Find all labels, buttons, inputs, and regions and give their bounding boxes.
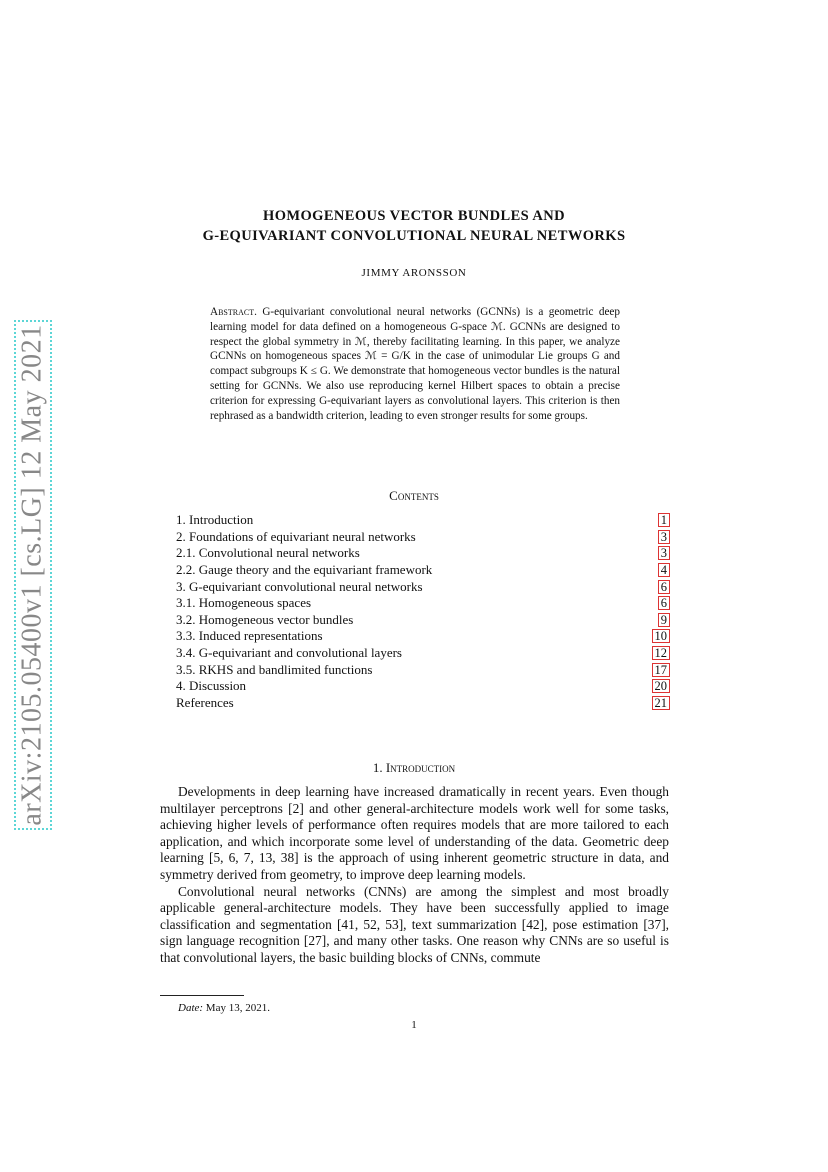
toc-entry[interactable] [176, 678, 670, 695]
toc-page-link[interactable]: 6 [658, 580, 670, 594]
footnote-rule [160, 995, 244, 996]
toc-entry-label: 3.1. Homogeneous spaces [176, 595, 312, 611]
toc-page-link[interactable]: 20 [652, 679, 671, 693]
toc-page-link[interactable]: 3 [658, 546, 670, 560]
contents-heading: Contents [389, 488, 439, 503]
toc-entry-label: 3. G-equivariant convolutional neural networks [176, 578, 423, 594]
toc-entry[interactable] [176, 628, 670, 645]
toc-entry-label: 3.2. Homogeneous vector bundles [176, 611, 354, 627]
arxiv-stamp [14, 320, 52, 830]
toc-entry-label: 3.5. RKHS and bandlimited functions [176, 661, 373, 677]
body-text [160, 784, 669, 967]
title-line-1: HOMOGENEOUS VECTOR BUNDLES AND [263, 208, 565, 224]
toc-entry-label: 1. Introduction [176, 512, 254, 528]
footnote-label: Date: [178, 1002, 204, 1014]
toc-entry-label: 3.3. Induced representations [176, 628, 323, 644]
toc-page-link[interactable]: 1 [658, 513, 670, 527]
toc-entry[interactable] [176, 529, 670, 546]
toc-entry[interactable] [176, 545, 670, 562]
toc-entry-label: 4. Discussion [176, 678, 247, 694]
arxiv-identifier: arXiv:2105.05400v1 [cs.LG] 12 May 2021 [17, 324, 48, 826]
toc-entry[interactable] [176, 595, 670, 612]
title-line-2: G-EQUIVARIANT CONVOLUTIONAL NEURAL NETWORKS [202, 228, 626, 244]
toc-entry[interactable] [176, 661, 670, 678]
footnote [178, 1002, 270, 1014]
toc-entry[interactable] [176, 512, 670, 529]
toc-entry-label: 3.4. G-equivariant and convolutional layers [176, 645, 402, 661]
toc-entry[interactable] [176, 578, 670, 595]
toc-entry-label: 2. Foundations of equivariant neural networks [176, 528, 416, 544]
toc-page-link[interactable]: 6 [658, 596, 670, 610]
toc-page-link[interactable]: 10 [652, 629, 671, 643]
paper-title [0, 206, 828, 246]
toc-entry[interactable] [176, 695, 670, 712]
abstract [210, 305, 620, 423]
toc-page-link[interactable]: 3 [658, 530, 670, 544]
toc-page-link[interactable]: 4 [658, 563, 670, 577]
toc-page-link[interactable]: 9 [658, 613, 670, 627]
toc-page-link[interactable]: 17 [652, 663, 671, 677]
toc-page-link[interactable]: 12 [652, 646, 671, 660]
toc-entry[interactable] [176, 562, 670, 579]
toc-entry-label: 2.1. Convolutional neural networks [176, 545, 360, 561]
toc-entry[interactable] [176, 645, 670, 662]
section-heading: 1. Introduction [372, 760, 456, 775]
toc-entry-label: 2.2. Gauge theory and the equivariant framework [176, 562, 433, 578]
abstract-text: G-equivariant convolutional neural networks (GCNNs) is a geometric deep learning model for data defined on a homogeneous G-space ℳ. GCNNs are designed to respect the global symmetry in ℳ, thereby facilitating learning. In this paper, we analyze GCNNs on homogeneous spaces ℳ = G/K in the case of unimodular Lie groups G and compact subgroups K ≤ G. We demonstrate that homogeneous vector bundles is the natural setting for GCNNs. We also use reproducing kernel Hilbert spaces to obtain a precise criterion for expressing G-equivariant layers as convolutional layers. This criterion is then rephrased as a bandwidth criterion, leading to even stronger results for some groups. [210, 306, 620, 422]
paragraph: Convolutional neural networks (CNNs) are among the simplest and most broadly applicable general-architecture models. They have been successfully applied to image classification and segmentation [41, 52, 53], text summarization [42], pose estimation [37], sign language recognition [27], and many other tasks. One reason why CNNs are so useful is that convolutional layers, the basic building blocks of CNNs, commute [160, 883, 669, 965]
table-of-contents [176, 512, 670, 711]
paragraph: Developments in deep learning have increased dramatically in recent years. Even though multilayer perceptrons [2] and other general-architecture models work well for some tasks, achieving higher levels of performance often requires models that are more tailored to each application, and which incorporate some level of understanding of the data. Geometric deep learning [5, 6, 7, 13, 38] is the approach of using inherent geometric structure in data, and symmetry derived from geometry, to improve deep learning models. [160, 784, 669, 882]
abstract-label: Abstract. [210, 306, 257, 318]
toc-entry-label: References [176, 694, 234, 710]
page-number: 1 [411, 1019, 417, 1031]
toc-entry[interactable] [176, 612, 670, 629]
footnote-value: May 13, 2021. [205, 1002, 270, 1014]
toc-page-link[interactable]: 21 [652, 696, 671, 710]
author-name: JIMMY ARONSSON [361, 267, 467, 279]
